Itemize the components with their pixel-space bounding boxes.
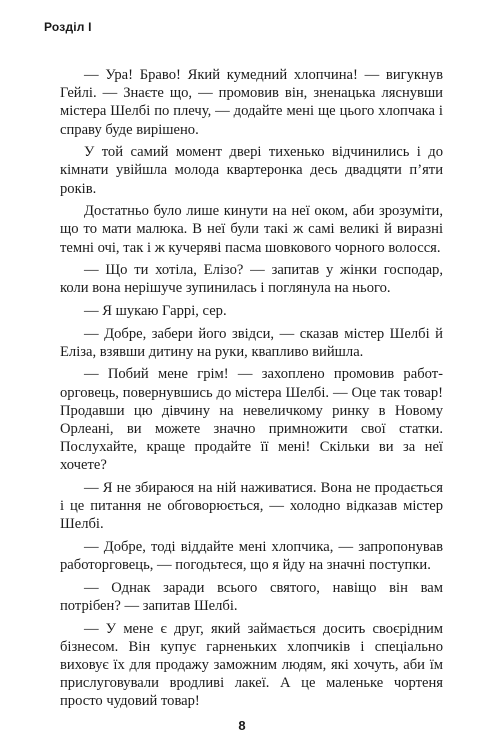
paragraph: — Я шукаю Гаррі, сер. bbox=[84, 303, 227, 319]
page-number: 8 bbox=[238, 718, 246, 733]
paragraph: — Ура! Браво! Який кумедний хлопчина! — вигукнув Гейлі. — Знаєте що, — промовив він, зненацька ляснувши містера Шелбі по плечу, — додайте мені ще цього хлопчака і справу буде вирішено. bbox=[60, 67, 443, 138]
paragraph: — Я не збираюся на ній наживатися. Вона не продається і це питання не обговорюється, — холодно відказав містер Шелбі. bbox=[60, 480, 443, 533]
body-text bbox=[60, 66, 443, 715]
paragraph: У той самий момент двері тихенько відчинились і до кімнати увійшла молода квартеронка десь двадцяти п’яти років. bbox=[60, 144, 443, 197]
paragraph: — Добре, забери його звідси, — сказав містер Шелбі й Еліза, взявши дитину на руки, квапливо вийшла. bbox=[60, 325, 443, 360]
paragraph: — Добре, тоді віддайте мені хлопчика, — запропонував работорговець, — погодьтеся, що я йду на значні поступки. bbox=[60, 539, 443, 574]
paragraph: Достатньо було лише кинути на неї оком, аби зрозуміти, що то мати малюка. В неї були такі ж самі великі й виразні темні очі, так і ж кучеряві пасма шовкового чорного волосся. bbox=[60, 203, 443, 256]
paragraph: — У мене є друг, який займається досить своєрідним бізнесом. Він купує гарненьких хлопчиків і спеціально виховує їх для продажу заможним людям, які хочуть, аби їм прислуговували вродливі лакеї. А це маленьке чортеня просто чудовий товар! bbox=[60, 620, 443, 710]
running-head-chapter: Розділ І bbox=[44, 20, 92, 34]
paragraph: — Побий мене грім! — захоплено промовив работорговець, повернувшись до містера Шелбі. — Оце так товар! Продавши цю дівчину на невеличкому ринку в Новому Орлеані, ви можете значно примножити свої статки. Послухайте, краще продайте її мені! Скільки ви за неї хочете? bbox=[60, 366, 443, 474]
paragraph: — Однак заради всього святого, навіщо він вам потрібен? — запитав Шелбі. bbox=[60, 579, 443, 614]
paragraph: — Що ти хотіла, Елізо? — запитав у жінки господар, коли вона нерішуче зупинилась і поглянула на нього. bbox=[60, 262, 443, 297]
